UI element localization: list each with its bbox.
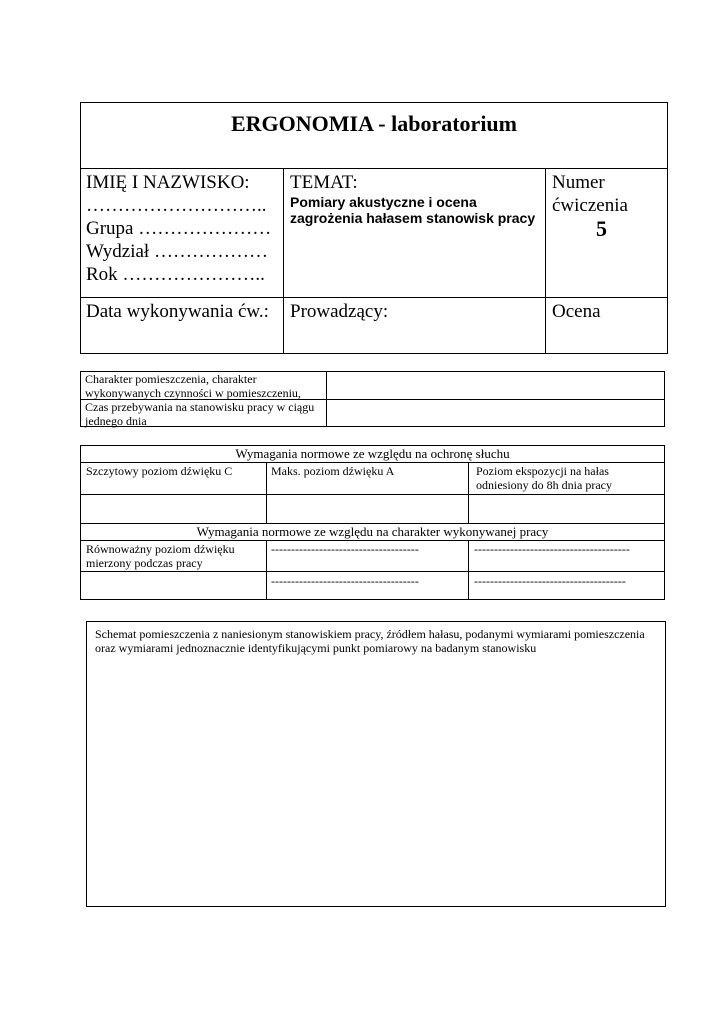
faculty-field: Wydział ……………… [86,241,268,262]
year-field: Rok ………………….. [86,264,265,285]
date-label: Data wykonywania ćw.: [86,301,269,322]
exercise-label-2: ćwiczenia [552,195,628,216]
room-schema-box [86,621,666,907]
hearing-norms-header: Wymagania normowe ze względu na ochronę słuchu [235,446,510,461]
room-schema-caption: Schemat pomieszczenia z naniesionym stanowiskiem pracy, źródłem hałasu, podanymi wymiarami pomieszczenia oraz wymiarami jednoznacznie identyfikującymi punkt pomiarowy na badanym stanowisku [95,627,645,655]
dash-placeholder: ------------------------------------- [271,542,419,556]
topic-label: TEMAT: [290,172,358,193]
group-field: Grupa ………………… [86,218,272,239]
document-title: ERGONOMIA - laboratorium [231,111,517,136]
work-norms-header: Wymagania normowe ze względu na charakter wykonywanej pracy [196,524,549,539]
student-name-field [86,171,281,286]
stay-time-value[interactable] [330,400,660,426]
dash-placeholder: -------------------------------------- [474,574,626,588]
exercise-label-1: Numer [552,172,605,193]
equivalent-level-label: Równoważny poziom dźwięku mierzony podczas pracy [86,542,235,570]
dash-placeholder: --------------------------------------- [474,542,630,556]
exercise-number: 5 [596,216,607,241]
topic-text: Pomiary akustyczne i ocena zagrożenia hałasem stanowisk pracy [290,194,536,226]
exercise-number-field [552,171,666,217]
max-level-header: Maks. poziom dźwięku A [271,464,395,478]
student-label: IMIĘ I NAZWISKO: [86,172,250,193]
grade-label: Ocena [552,301,601,322]
exposure-level-header: Poziom ekspozycji na hałas odniesiony do 8h dnia pracy [476,464,612,492]
room-character-value[interactable] [330,372,660,398]
supervisor-label: Prowadzący: [290,301,389,322]
room-character-label: Charakter pomieszczenia, charakter wykonywanych czynności w pomieszczeniu, [85,372,301,400]
stay-time-label: Czas przebywania na stanowisku pracy w ciągu jednego dnia [85,400,315,428]
peak-level-header: Szczytowy poziom dźwięku C [86,464,233,478]
dash-placeholder: ------------------------------------- [271,574,419,588]
student-dots: ……………………….. [86,195,267,216]
